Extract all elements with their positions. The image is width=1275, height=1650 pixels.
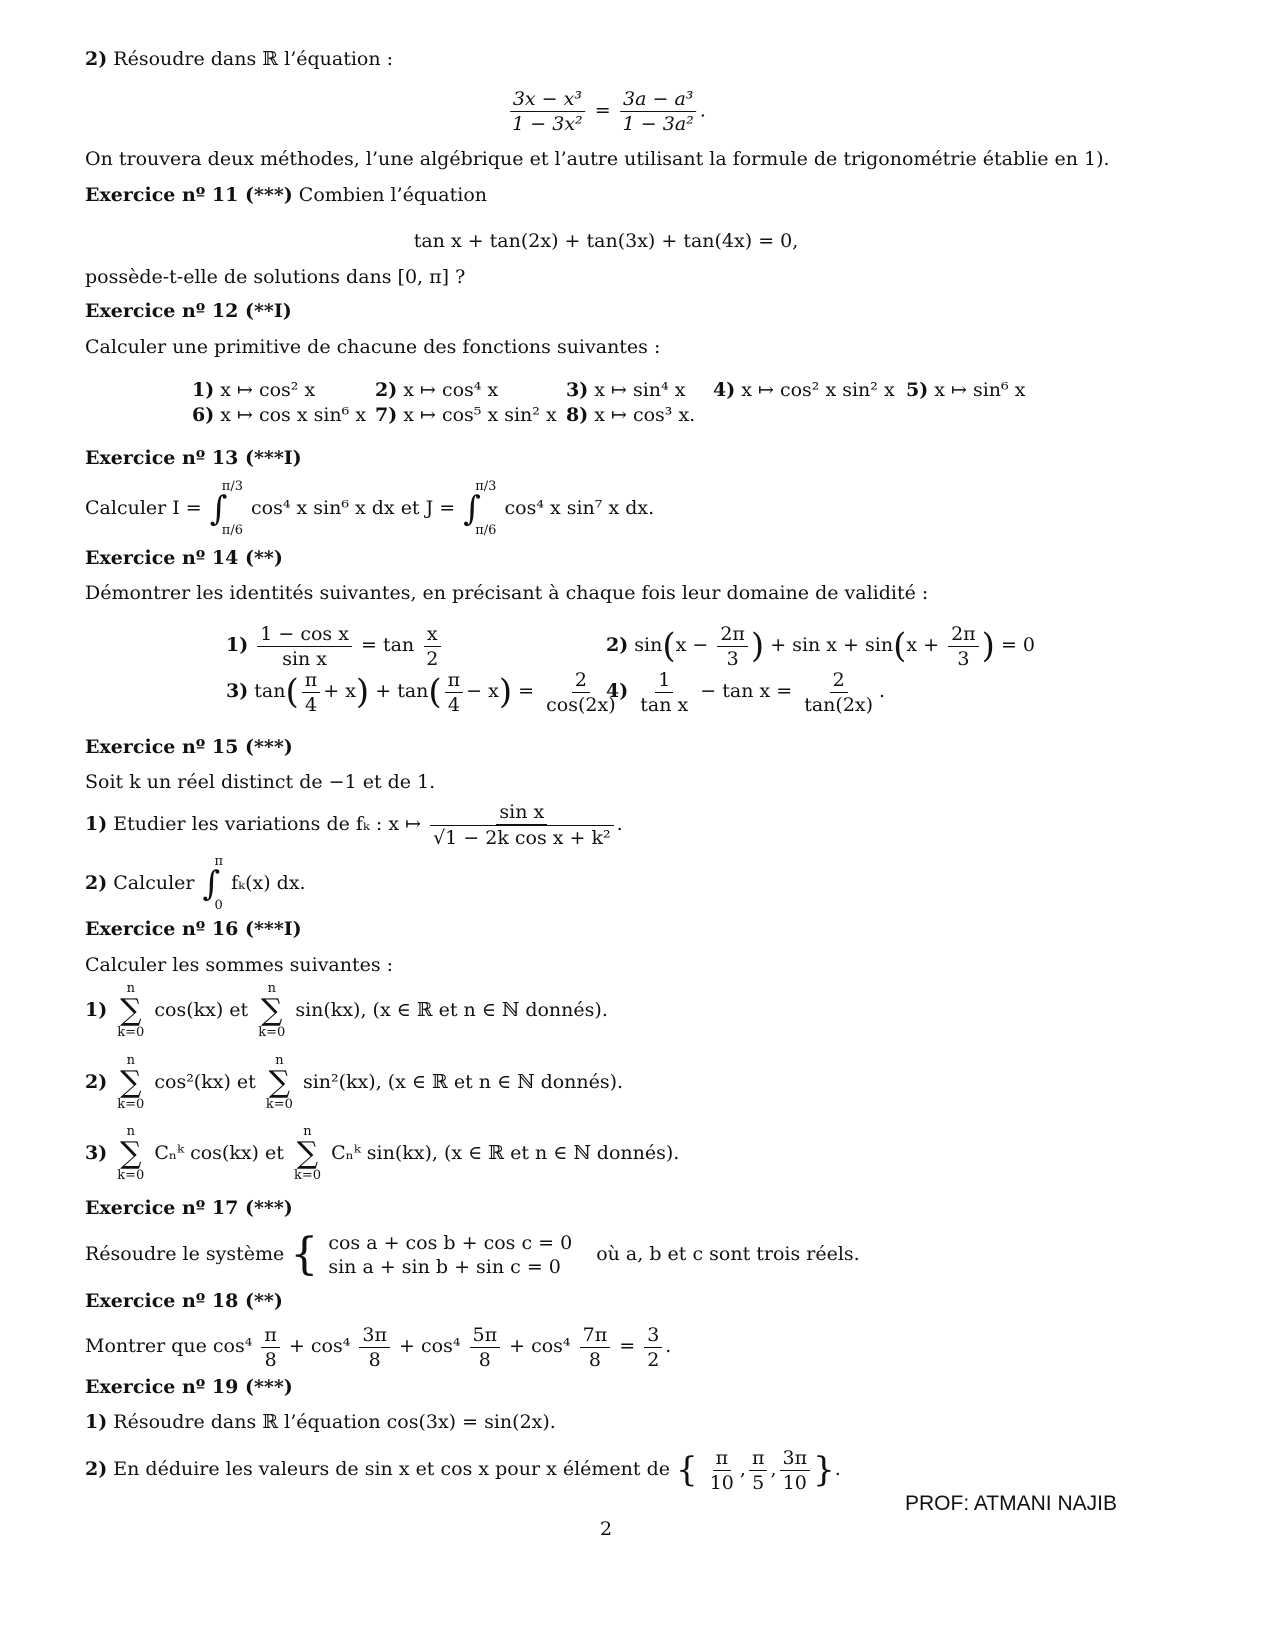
exercise-12-intro: Calculer une primitive de chacune des fonctions suivantes : xyxy=(85,336,661,358)
exercise-19-q2: 2) En déduire les valeurs de sin x et cos x pour x élément de { $\frac{\pi}{10}$ , $\frac{\pi}{5}$ , $\frac{3\pi}{10}$ }. xyxy=(85,1446,841,1494)
exercise-intro: Combien l’équation xyxy=(298,184,488,206)
question-2 xyxy=(85,47,393,71)
primitive-item-5: 5) x ↦ sin⁶ x xyxy=(906,379,1026,401)
identity-4: 4) $\frac{1}{\text{tan x}}$ − tan x = $\frac{2}{\tan(2x)}$ . xyxy=(606,668,886,716)
item-label: 2) xyxy=(85,48,108,70)
primitive-item-1: 1) x ↦ cos² x xyxy=(192,379,316,401)
primitive-item-8: 8) x ↦ cos³ x. xyxy=(566,404,696,426)
exercise-15-title: Exercice nº 15 (***) xyxy=(85,736,293,758)
identity-3: 3) tan( $\frac{\pi}{4}$ + x) + tan( $\frac{\pi}{4}$ − x) = $\frac{2}{\cos(2x)}$ xyxy=(226,668,616,716)
system-line: Résoudre le système { cos a + cos b + cos c = 0 sin a + sin b + sin c = 0 où a, b et c sont trois réels. xyxy=(85,1229,860,1280)
integral-sign: π/3 ∫ π/6 xyxy=(463,479,497,538)
primitive-item-4: 4) x ↦ cos² x sin² x xyxy=(713,379,895,401)
sum-row-1: 1) n ∑ k=0 cos(kx) et n ∑ k=0 sin(kx), (x ∈ ℝ et n ∈ ℕ donnés). xyxy=(85,981,608,1040)
exercise-18-title: Exercice nº 18 (**) xyxy=(85,1290,283,1312)
question-text: Résoudre dans ℝ l’équation : xyxy=(113,48,394,70)
exercise-18-statement: Montrer que cos⁴ $\frac{\pi}{8}$ + cos⁴ $\frac{3\pi}{8}$ + cos⁴ $\frac{5\pi}{8}$ + cos⁴ $\frac{7\pi}{8}$ = $\frac{3}{2}$ . xyxy=(85,1323,672,1371)
identity-2: 2) sin(x − $\frac{2\pi}{3}$ ) + sin x + sin(x + $\frac{2\pi}{3}$ ) = 0 xyxy=(606,622,1036,670)
author-credit: PROF: ATMANI NAJIB xyxy=(905,1492,1117,1515)
exercise-19-q1: 1) Résoudre dans ℝ l’équation cos(3x) = sin(2x). xyxy=(85,1411,556,1433)
fraction: $\frac{\text{3x − x³}}{\text{1 − 3x²}}$ xyxy=(509,88,586,135)
integral-line: Calculer I = π/3 ∫ π/6 cos⁴ x sin⁶ x dx et J = π/3 ∫ π/6 cos⁴ x sin⁷ x dx. xyxy=(85,479,655,538)
sum-row-2: 2) n ∑ k=0 cos²(kx) et n ∑ k=0 sin²(kx), (x ∈ ℝ et n ∈ ℕ donnés). xyxy=(85,1053,624,1112)
equation-tan-sum: tan x + tan(2x) + tan(3x) + tan(4x) = 0, xyxy=(413,230,799,252)
exercise-14-intro: Démontrer les identités suivantes, en précisant à chaque fois leur domaine de validité : xyxy=(85,582,929,604)
primitive-item-7: 7) x ↦ cos⁵ x sin² x xyxy=(375,404,557,426)
exercise-13-title: Exercice nº 13 (***I) xyxy=(85,447,302,469)
exercise-15-intro: Soit k un réel distinct de −1 et de 1. xyxy=(85,771,436,793)
page-number: 2 xyxy=(599,1518,613,1540)
exercise-15-q1: 1) Etudier les variations de fₖ : x ↦ $\frac{\text{sin x}}{\text{√1 − 2k cos x + k²}}$ . xyxy=(85,801,623,849)
sum-row-3: 3) n ∑ k=0 Cₙᵏ cos(kx) et n ∑ k=0 Cₙᵏ sin(kx), (x ∈ ℝ et n ∈ ℕ donnés). xyxy=(85,1124,680,1183)
primitive-item-3: 3) x ↦ sin⁴ x xyxy=(566,379,686,401)
exercise-11 xyxy=(85,183,487,207)
exercise-19-title: Exercice nº 19 (***) xyxy=(85,1376,293,1398)
identity-1: 1) $\frac{\text{1 − cos x}}{\text{sin x}}$ = tan $\frac{x}{2}$ xyxy=(226,620,444,670)
integral-sign: π/3 ∫ π/6 xyxy=(209,479,243,538)
exercise-12-title: Exercice nº 12 (**I) xyxy=(85,300,292,322)
equation-rational: $\frac{\text{3x − x³}}{\text{1 − 3x²}}$ = $\frac{\text{3a − a³}}{\text{1 − 3a²}}$ . xyxy=(506,88,706,135)
exercise-16-intro: Calculer les sommes suivantes : xyxy=(85,954,394,976)
exercise-title: Exercice nº 11 (***) xyxy=(85,184,293,206)
fraction: $\frac{\text{3a − a³}}{\text{1 − 3a²}}$ xyxy=(620,88,697,135)
exercise-11-question: possède-t-elle de solutions dans [0, π] ? xyxy=(85,266,466,288)
exercise-14-title: Exercice nº 14 (**) xyxy=(85,547,283,569)
primitive-item-2: 2) x ↦ cos⁴ x xyxy=(375,379,499,401)
exercise-15-q2: 2) Calculer π ∫ 0 fₖ(x) dx. xyxy=(85,854,306,913)
primitive-item-6: 6) x ↦ cos x sin⁶ x xyxy=(192,404,367,426)
exercise-16-title: Exercice nº 16 (***I) xyxy=(85,918,302,940)
exercise-17-title: Exercice nº 17 (***) xyxy=(85,1197,293,1219)
method-note: On trouvera deux méthodes, l’une algébrique et l’autre utilisant la formule de trigonométrie établie en 1). xyxy=(85,148,1110,170)
